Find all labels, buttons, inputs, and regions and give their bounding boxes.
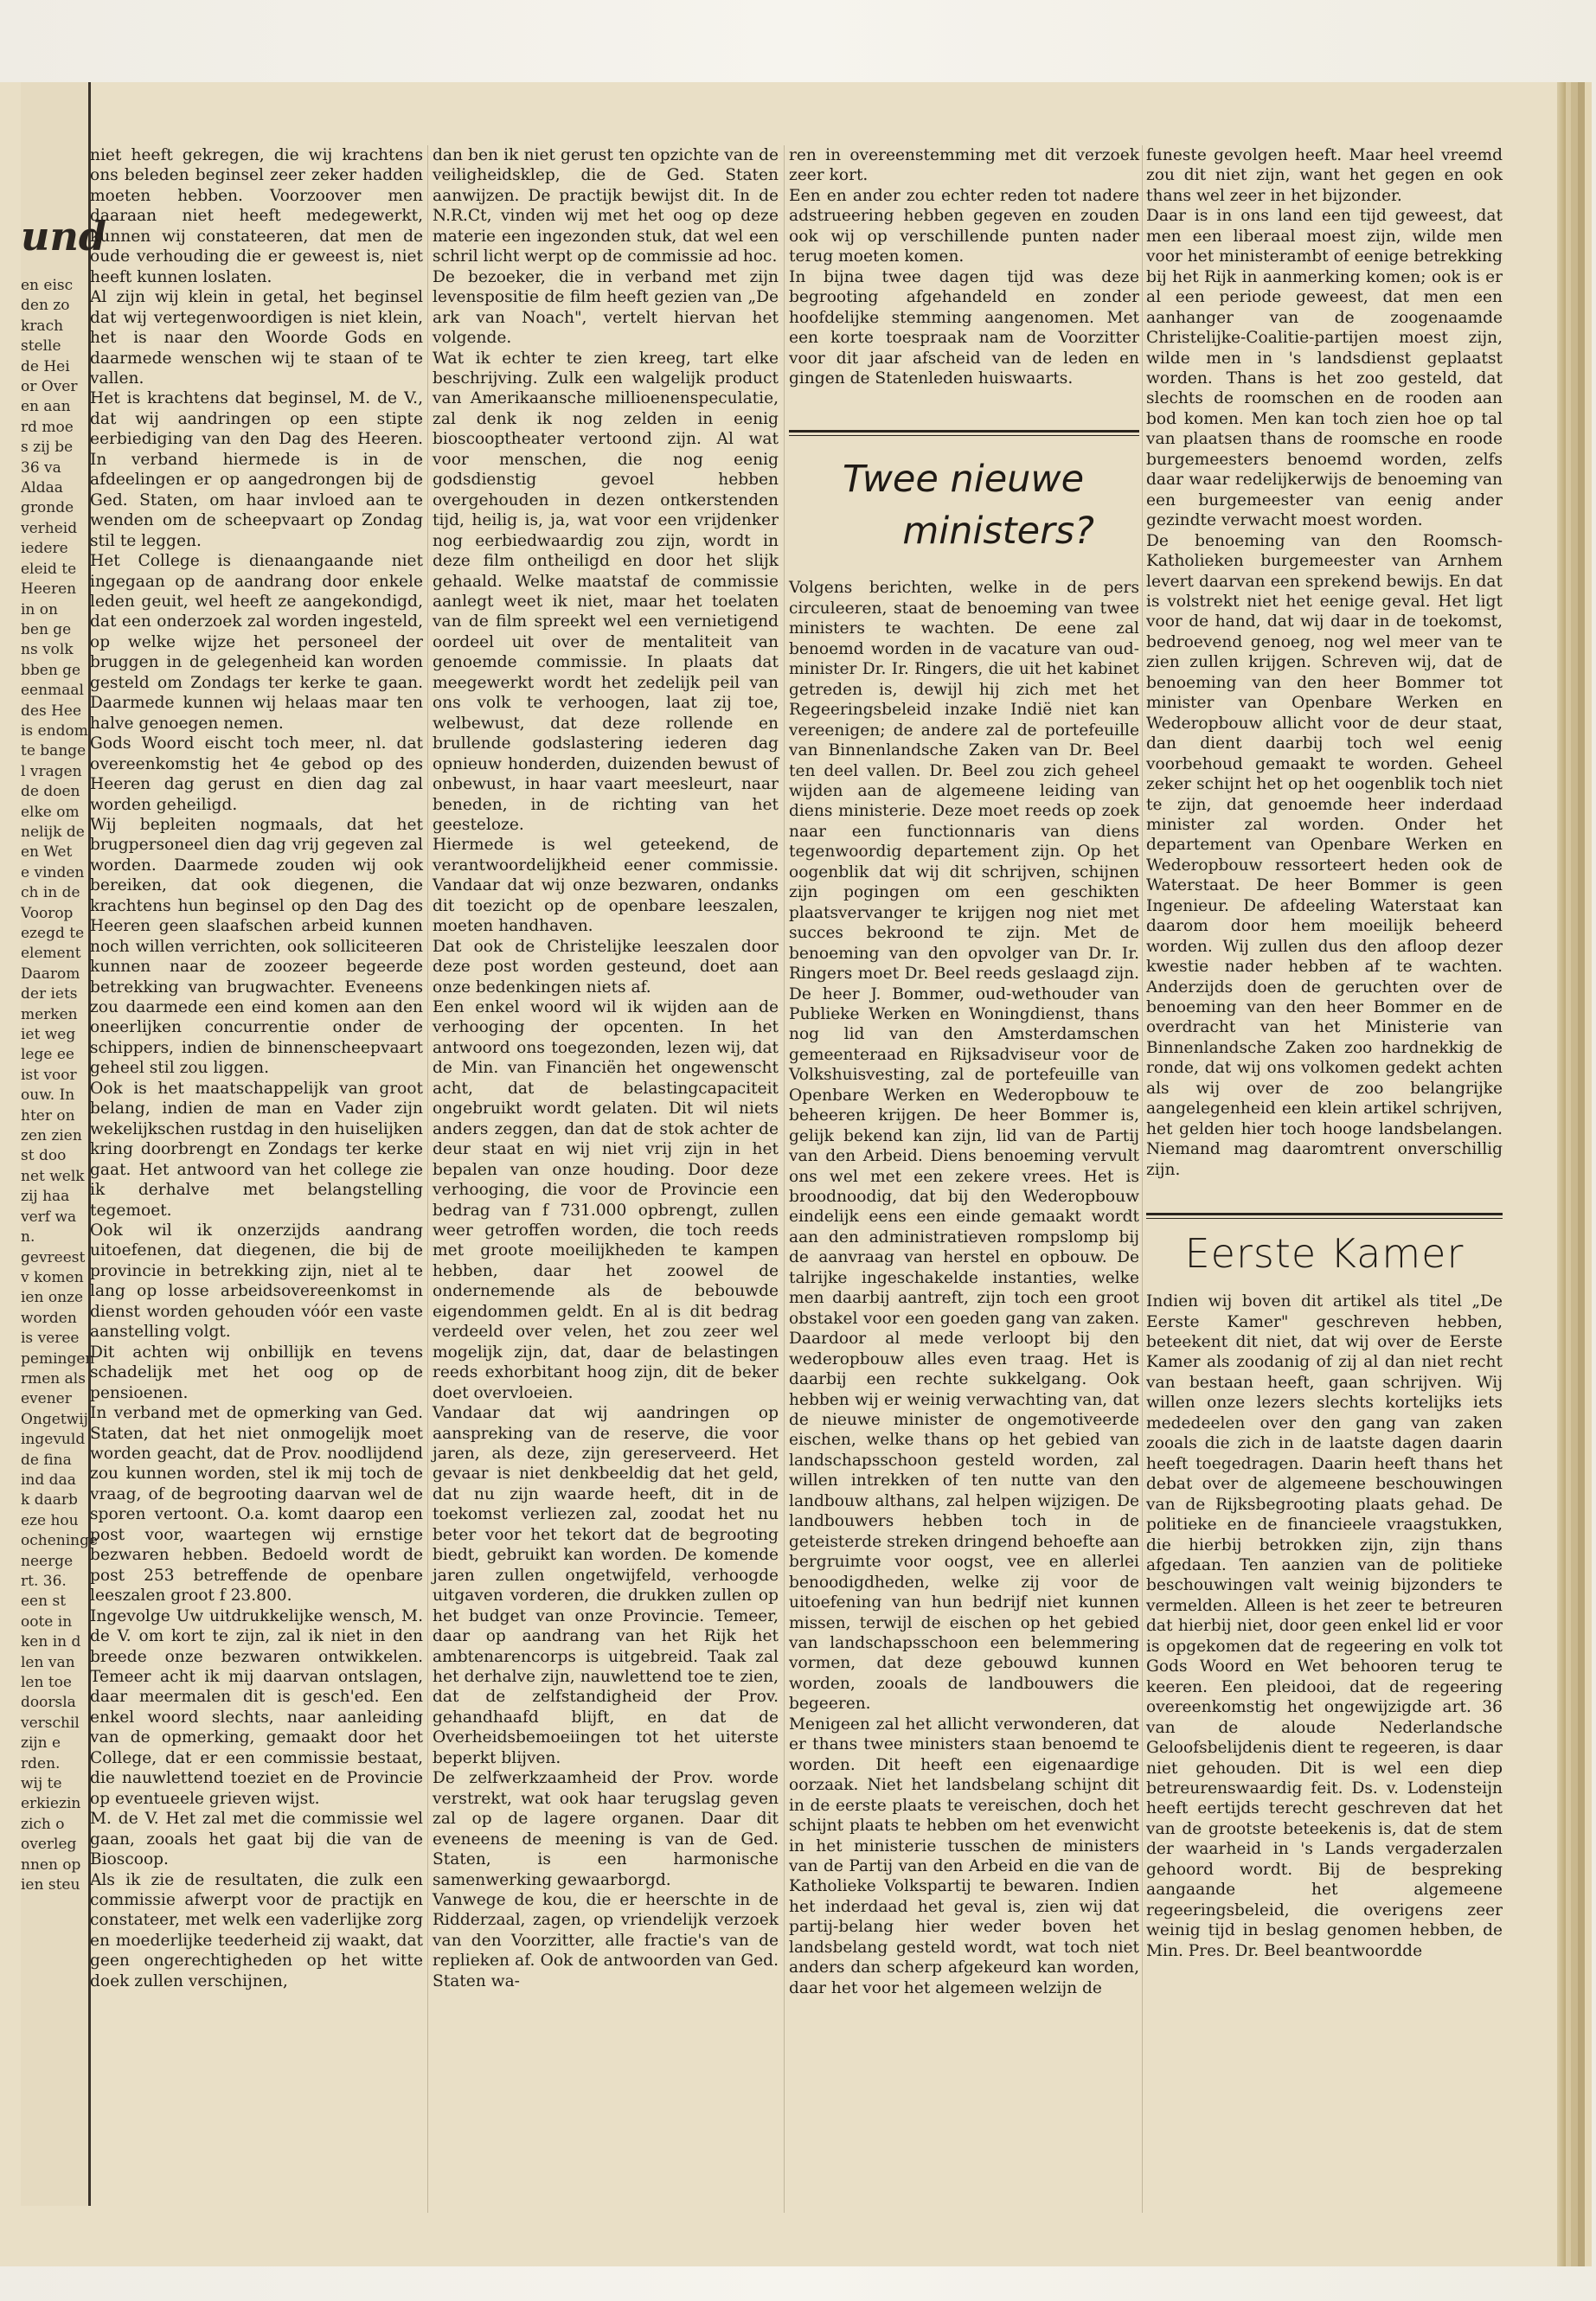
- previous-page-text-fragment: de Hei: [21, 357, 70, 375]
- previous-page-text-fragment: iet weg: [21, 1026, 76, 1044]
- previous-page-text-fragment: rmen als: [21, 1369, 86, 1388]
- headline-line-2: ministers?: [902, 510, 1094, 554]
- previous-page-text-fragment: krach: [21, 317, 64, 335]
- previous-page-text-fragment: eleid te: [21, 560, 77, 578]
- previous-page-text-fragment: bben ge: [21, 661, 81, 679]
- column-3: [789, 145, 1139, 1998]
- previous-page-text-fragment: s zij be: [21, 439, 74, 457]
- column-divider: [784, 145, 785, 2213]
- previous-page-text-fragment: evener: [21, 1390, 72, 1408]
- previous-page-text-fragment: rden.: [21, 1754, 61, 1772]
- previous-page-text-fragment: ch in de: [21, 884, 80, 902]
- previous-page-text-fragment: ind daa: [21, 1471, 76, 1489]
- previous-page-text-fragment: neerge: [21, 1552, 74, 1570]
- previous-page-text-fragment: nnen op: [21, 1856, 81, 1874]
- previous-page-text-fragment: Aldaa: [21, 479, 63, 497]
- column-divider: [427, 145, 428, 2213]
- previous-page-text-fragment: rd moe: [21, 418, 74, 436]
- previous-page-text-fragment: merken: [21, 1005, 78, 1023]
- paragraph: Ook wil ik onzerzijds aandrang uitoefenen, dat diegenen, die bij de provincie in betrekking zijn, niet al te lang op losse arbeidsovereenkomst in dienst worden gehouden vóór een vaste aanstelling volgt.: [90, 1221, 423, 1342]
- previous-page-text-fragment: ien steu: [21, 1876, 80, 1894]
- previous-page-text-fragment: eenmaal: [21, 682, 84, 700]
- paragraph: dan ben ik niet gerust ten opzichte van de veiligheidsklep, die de Ged. Staten aanwijzen. De practijk bewijst dit. In de N.R.Ct, vinden wij met het oog op deze materie een ingezonden stuk, dat wel een schril licht werpt op de commissie ad hoc.: [433, 146, 779, 266]
- previous-page-text-fragment: l vragen: [21, 762, 82, 780]
- section-rule: [789, 430, 1139, 436]
- previous-page-text-fragment: zich o: [21, 1815, 65, 1833]
- previous-page-text-fragment: ingevuld: [21, 1431, 86, 1449]
- column-divider: [1142, 145, 1143, 2213]
- paragraph: Vanwege de kou, die er heerschte in de Ridderzaal, zagen, op vriendelijk verzoek van den Voorzitter, alle fractie's van de replieken af. Ook de antwoorden van Ged. Staten wa-: [433, 1890, 779, 1990]
- previous-page-text-fragment: en Wet: [21, 843, 73, 862]
- previous-page-text-fragment: Daarom: [21, 965, 80, 983]
- paragraph: Daar is in ons land een tijd geweest, dat men een liberaal moest zijn, wilde men voor het ministerambt of eenige betrekking bij het Rijk in aanmerking komen; ook is er al een periode geweest, dat men een aanhanger van de zoogenaamde Christelijke-Coalitie-partijen moest zijn, wilde men in 's landsdienst geplaatst worden. Thans is het zoo gesteld, dat slechts de roomschen en de rooden aan bod komen. Men kan toch zien hoe op tal van plaatsen thans de roomsche en roode burgemeesters benoemd worden, zelfs daar waar redelijkerwijs de benoeming van een burgemeester van eenig ander gezindte verwacht moest worden.: [1146, 207, 1503, 530]
- previous-page-text-fragment: rt. 36.: [21, 1573, 67, 1590]
- previous-page-text-fragment: verf wa: [21, 1208, 77, 1226]
- previous-page-text-fragment: oote in: [21, 1612, 73, 1631]
- previous-page-text-fragment: ouw. In: [21, 1086, 75, 1105]
- previous-page-text-fragment: k daarb: [21, 1491, 78, 1509]
- previous-page-text-fragment: overleg: [21, 1836, 77, 1854]
- paragraph: Ook is het maatschappelijk van groot belang, indien de man en Vader zijn wekelijkschen rustdag in den huiselijken kring doorbrengt en Zondags ter kerke gaat. Het antwoord van het college zie ik derhalve met belangstelling tegemoet.: [90, 1079, 423, 1220]
- paragraph: ren in overeenstemming met dit verzoek zeer kort.: [789, 146, 1139, 185]
- paragraph: Een en ander zou echter reden tot nadere adstrueering hebben gegeven en zouden ook wij op verschillende punten nader terug moeten komen.: [789, 186, 1139, 266]
- previous-page-text-fragment: en aan: [21, 398, 71, 416]
- paragraph: Volgens berichten, welke in de pers circuleeren, staat de benoeming van twee ministers te wachten. De eene zal benoemd worden in de vacature van oud-minister Dr. Ir. Ringers, die uit het kabinet getreden is, dewijl hij zich met het Regeeringsbeleid inzake Indië niet kan vereenigen; de andere zal de portefeuille van Binnenlandsche Zaken van Dr. Beel ten deel vallen. Dr. Beel zou zich geheel wijden aan de algemeene leiding van diens ministerie. Deze moet reeds op zoek naar een functionnaris van diens tegenwoordig departement zijn. Op het oogenblik dat wij dit schrijven, schijnen zijn pogingen om een geschikten plaatsvervanger te krijgen nog niet met succes bekroond te zijn. Met de benoeming van den opvolger van Dr. Ir. Ringers moet Dr. Beel reeds geslaagd zijn. De heer J. Bommer, oud-wethouder van Publieke Werken en Woningdienst, thans nog lid van den Amsterdamschen gemeenteraad en Rijksadviseur voor de Volkshuisvesting, zal de portefeuille van Openbare Werken en Wederopbouw te beheeren krijgen. De heer Bommer is, gelijk bekend kan zijn, lid van de Partij van den Arbeid. Diens benoeming vervult ons wel met een zekere vrees. Het is broodnoodig, dat bij den Wederopbouw eindelijk eens een einde gemaakt wordt aan den administratieven rompslomp bij de aanvraag van herstel en opbouw. De talrijke ingeschakelde instanties, welke men daarbij aantreft, zijn toch een groot obstakel voor een goeden gang van zaken. Daardoor al mede verloopt bij den wederopbouw alles even traag. Het is daarbij een rechte sukkelgang. Ook hebben wij er weinig verwachting van, dat de nieuwe minister de ongemotiveerde eischen, welke thans op het gebied van landschapsschoon gesteld worden, zal willen intrekken of ten nutte van den landbouw althans, zal helpen wijzigen. De landbouwers hebben toch in de geteisterde streken dringend behoefte aan bergruimte voor oogst, vee en allerlei benoodigdheden, welke zij voor de uitoefening van hun bedrijf niet kunnen missen, terwijl de eischen op het gebied van landschapsschoon een belemmering vormen, dat deze gebouwd kunnen worden, zooals de landbouwers die begeeren.: [789, 579, 1139, 1714]
- headline-twee-nieuwe-ministers: [789, 453, 1139, 557]
- previous-page-text-fragment: 36 va: [21, 458, 61, 477]
- paragraph: Wij bepleiten nogmaals, dat het brugpersoneel dien dag vrij gegeven zal worden. Daarmede zouden wij ook bereiken, dat ook diegenen, die krachtens hun beginsel op den Dag des Heeren geen slaafschen arbeid kunnen noch willen verrichten, ook solliciteeren kunnen naar de zoozeer begeerde betrekking van brugwachter. Eveneens zou daarmede een eind komen aan den oneerlijken concurrentie onder de schippers, indien de binnenscheepvaart geheel stil zou liggen.: [90, 815, 423, 1078]
- previous-page-text-fragment: wij te: [21, 1775, 62, 1793]
- paragraph: funeste gevolgen heeft. Maar heel vreemd zou dit niet zijn, want het gegen en ook thans wel zeer in het bijzonder.: [1146, 146, 1503, 205]
- previous-page-text-fragment: iedere: [21, 540, 68, 558]
- column-1: [90, 145, 423, 1991]
- previous-page-text-fragment: de fina: [21, 1451, 72, 1469]
- previous-page-text-fragment: de doen: [21, 783, 80, 801]
- previous-page-text-fragment: den zo: [21, 297, 70, 315]
- paragraph: niet heeft gekregen, die wij krachtens ons beleden beginsel zeer zeker hadden moeten hebben. Voorzoover men daaraan niet heeft medegewerkt, kunnen wij constateeren, dat men de oude verhouding die er geweest is, niet heeft kunnen loslaten.: [90, 146, 423, 286]
- column-4: [1146, 145, 1503, 1961]
- paragraph: M. de V. Het zal met die commissie wel gaan, zooals het gaat bij die van de Bioscoop.: [90, 1810, 423, 1869]
- previous-page-text-fragment: verheid: [21, 519, 78, 537]
- previous-page-text-fragment: ist voor: [21, 1066, 77, 1084]
- paragraph: In verband met de opmerking van Ged. Staten, dat het niet onmogelijk moet worden geacht, dat de Prov. noodlijdend zou kunnen worden, stel ik mij toch de vraag, of de begrooting daarvan wel de sporen vertoont. O.a. komt daarop een post voor, waartegen wij ernstige bezwaren hebben. Bedoeld wordt de post 253 betreffende de openbare leeszalen groot f 23.800.: [90, 1404, 423, 1606]
- previous-page-text-fragment: in on: [21, 600, 58, 619]
- previous-page-text-fragment: ezegd te: [21, 925, 85, 942]
- previous-page-text-fragment: pemingen: [21, 1349, 95, 1368]
- paragraph: Vandaar dat wij aandringen op aanspreking van de reserve, die voor jaren, als deze, zijn gereserveerd. Het gevaar is niet denkbeeldig dat het geld, dat nu zijn waarde heeft, dit in de toekomst verliezen zal, zoodat het nu beter voor het tekort dat de begrooting biedt, gebruikt kan worden. De komende jaren zullen ongetwijfeld, verhoogde uitgaven vorderen, die drukken zullen op het budget van onze Provincie. Temeer, daar op aandrang van het Rijk het ambtenarencorps is uitgebreid. Taak zal het derhalve zijn, nauwlettend toe te zien, dat de zelfstandigheid der Prov. gehandhaafd blijft, en dat de Overheidsbemoeiingen tot het uiterste beperkt blijven.: [433, 1404, 779, 1767]
- previous-page-text-fragment: te bange: [21, 742, 87, 760]
- previous-page-text-fragment: verschil: [21, 1714, 80, 1732]
- paragraph: De benoeming van den Roomsch-Katholieken burgemeester van Arnhem levert daarvan een sprekend bewijs. En dat is volstrekt niet het eenige geval. Het ligt voor de hand, dat wij daar in de toekomst, bedroevend genoeg, nog wel meer van te zien zullen krijgen. Schreven wij, dat de benoeming van den heer Bommer tot minister van Openbare Werken en Wederopbouw allicht voor de deur staat, dan dient daarbij toch wel eenig voorbehoud gemaakt te worden. Geheel zeker schijnt het op het oogenblik toch niet te zijn, dat genoemde heer inderdaad minister zal worden. Onder het departement van Openbare Werken en Wederopbouw ressorteert heden ook de Waterstaat. De heer Bommer is geen Ingenieur. De afdeeling Waterstaat kan daarom door hem moeilijk beheerd worden. Wij zullen dus den afloop dezer kwestie nader hebben af te wachten. Anderzijds doen de geruchten over de benoeming van den heer Bommer en de overdracht van het Ministerie van Binnenlandsche Zaken zoo hardnekkig de ronde, dat wij ons volkomen gedekt achten als wij over de zoo belangrijke aangelegenheid een klein artikel schrijven, het gelden hier toch hooge landsbelangen. Niemand mag daaromtrent onverschillig zijn.: [1146, 531, 1503, 1179]
- previous-page-text-fragment: v komen: [21, 1268, 84, 1286]
- previous-page-text-fragment: nelijk de: [21, 823, 85, 841]
- paragraph: Dat ook de Christelijke leeszalen door deze post worden gesteund, doet aan onze bedenkingen niets af.: [433, 937, 779, 997]
- previous-page-text-fragment: Ongetwij: [21, 1410, 88, 1428]
- paragraph: Een enkel woord wil ik wijden aan de verhooging der opcenten. In het antwoord ons toegezonden, lezen wij, dat de Min. van Financiën het ongewenscht acht, dat de belastingcapaciteit ongebruikt wordt gelaten. Dit wil niets anders zeggen, dan dat de stok achter de deur staat en wij niet vrij zijn in het bepalen van onze houding. Door deze verhooging, die voor de Provincie een bedrag van f 731.000 opbrengt, zullen weer getroffen worden, die toch reeds met groote moeilijkheden te kampen hebben, daar het zoowel de ondernemende als de bebouwde eigendommen geldt. En al is dit bedrag verdeeld over velen, het zou zeer wel mogelijk zijn, dat, daar de belastingen reeds exhorbitant hoog zijn, dit de beker doet overvloeien.: [433, 998, 779, 1402]
- previous-page-text-fragment: ocheninge: [21, 1532, 99, 1550]
- paragraph: Ingevolge Uw uitdrukkelijke wensch, M. de V. om kort te zijn, zal ik niet in den breede onze bezwaren ontwikkelen. Temeer acht ik mij daarvan ontslagen, daar meermalen dit is gesch'ed. Een enkel woord slechts, naar aanleiding van de opmerking, gemaakt door het College, dat er een commissie bestaat, die nauwlettend toeziet en de Provincie op eventueele grieven wijst.: [90, 1606, 423, 1808]
- paragraph: Het College is dienaangaande niet ingegaan op de aandrang door enkele leden geuit, wel heeft ze aangekondigd, dat een onderzoek zal worden ingesteld, op welke wijze het personeel der bruggen in de gelegenheid kan worden gesteld om Zondags ter kerke te gaan. Daarmede kunnen wij helaas maar ten halve genoegen nemen.: [90, 552, 423, 733]
- previous-page-text-fragment: der iets: [21, 985, 78, 1003]
- paragraph: Gods Woord eischt toch meer, nl. dat overeenkomstig het 4e gebod op des Heeren dag gerust en dien dag zal worden geheiligd.: [90, 734, 423, 814]
- previous-page-text-fragment: zen zien: [21, 1127, 82, 1145]
- previous-page-heading-fragment: und: [21, 213, 107, 260]
- previous-page-text-fragment: worden: [21, 1309, 77, 1327]
- paragraph: In bijna twee dagen tijd was deze begrooting afgehandeld en zonder hoofdelijke stemming aangenomen. Met een korte toespraak nam de Voorzitter voor dit jaar afscheid van de leden en gingen de Statenleden huiswaarts.: [789, 267, 1139, 388]
- paragraph: Het is krachtens dat beginsel, M. de V., dat wij aandringen op een stipte eerbiediging van den Dag des Heeren. In verband hiermede is in de afdeelingen er op aangedrongen bij de Ged. Staten, om haar invloed aan te wenden om de scheepvaart op Zondag stil te leggen.: [90, 389, 423, 550]
- previous-page-text-fragment: element: [21, 945, 81, 963]
- previous-page-text-fragment: is endom: [21, 721, 88, 740]
- previous-page-text-fragment: ken in d: [21, 1633, 81, 1651]
- paragraph: Menigeen zal het allicht verwonderen, dat er thans twee ministers staan benoemd te worden. Dit heeft een eigenaardige oorzaak. Niet het landsbelang schijnt dit in de eerste plaats te vereischen, doch het schijnt plaats te hebben om het evenwicht in het ministerie tusschen de ministers van de Partij van den Arbeid en die van de Katholieke Volkspartij te bewaren. Indien het inderdaad het geval is, zien wij dat partij-belang hier weder boven het landsbelang gesteld wordt, wat toch niet anders dan scherp afgekeurd kan worden, daar het voor het algemeen welzijn de: [789, 1715, 1139, 1997]
- paragraph: Hiermede is wel geteekend, de verantwoordelijkheid eener commissie. Vandaar dat wij onze bezwaren, ondanks dit toezicht op de openbare leeszalen, moeten handhaven.: [433, 836, 779, 936]
- previous-page-text-fragment: Heeren: [21, 580, 77, 599]
- previous-page-text-fragment: zij haa: [21, 1188, 70, 1206]
- previous-page-text-fragment: n.: [21, 1228, 35, 1247]
- previous-page-text-fragment: hter on: [21, 1106, 75, 1125]
- previous-page-text-fragment: e vinden: [21, 863, 85, 881]
- previous-page-text-fragment: en eisc: [21, 277, 74, 294]
- headline-line-1: Twee nieuwe: [843, 458, 1085, 502]
- previous-page-text-fragment: Voorop: [21, 904, 74, 922]
- previous-page-text-fragment: or Over: [21, 378, 78, 396]
- previous-page-text-fragment: eze hou: [21, 1511, 79, 1529]
- previous-page-text-fragment: len van: [21, 1653, 75, 1671]
- previous-page-text-fragment: ben ge: [21, 620, 72, 638]
- column-2: [433, 145, 779, 1991]
- previous-page-text-fragment: len toe: [21, 1674, 72, 1692]
- paragraph: De bezoeker, die in verband met zijn levenspositie de film heeft gezien van „De ark van Noach", vertelt hiervan het volgende.: [433, 267, 779, 348]
- paragraph: Dit achten wij onbillijk en tevens schadelijk met het oog op de pensioenen.: [90, 1343, 423, 1402]
- paragraph: Als ik zie de resultaten, die zulk een commissie afwerpt voor de practijk en constateer, met welk een vaderlijke zorg en moederlijke teederheid zij waakt, dat geen ongerechtigheden op het witte doek zullen verschijnen,: [90, 1870, 423, 1990]
- previous-page-text-fragment: erkiezin: [21, 1795, 81, 1813]
- paragraph: Wat ik echter te zien kreeg, tart elke beschrijving. Zulk een walgelijk product van Amerikaansche millioenenspeculatie, zal denk ik nog zelden in eenig bioscooptheater vertoond zijn. Al wat voor menschen, die nog eenig godsdienstig gevoel hebben overgehouden in dezen ontkerstenden tijd, heilig is, ja, wat voor een vrijdenker nog eerbiedwaardig zou zijn, wordt in deze film ontheiligd en door het slijk gehaald. Welke maatstaf de commissie aanlegt weet ik niet, maar het toelaten van de film spreekt wel een vernietigend oordeel uit over de mentaliteit van genoemde commissie. In plaats dat meegewerkt wordt het zedelijk peil van ons volk te verhoogen, laat zij toe, welbewust, dat deze rollende en brullende godslastering iederen dag opnieuw honderden, duizenden bewust of onbewust, in haar vaart meesleurt, naar beneden, in de richting van het geesteloze.: [433, 349, 779, 834]
- previous-page-text-fragment: gevreest: [21, 1248, 86, 1266]
- previous-page-text-fragment: ns volk: [21, 641, 74, 659]
- paragraph: De zelfwerkzaamheid der Prov. worde verstrekt, wat ook haar terugslag geven zal op de lagere organen. Daar dit eveneens de meening is van de Ged. Staten, is een harmonische samenwerking gewaarborgd.: [433, 1769, 779, 1889]
- previous-page-text-fragment: doorsla: [21, 1694, 76, 1712]
- previous-page-text-fragment: zijn e: [21, 1734, 61, 1753]
- previous-page-text-fragment: st doo: [21, 1147, 67, 1165]
- headline-eerste-kamer: Eerste Kamer: [1184, 1230, 1465, 1278]
- previous-page-text-fragment: net welk: [21, 1167, 85, 1185]
- previous-page-text-fragment: elke om: [21, 803, 80, 821]
- previous-page-text-fragment: stelle: [21, 337, 61, 356]
- previous-page-text-fragment: des Hee: [21, 702, 82, 720]
- paragraph: Al zijn wij klein in getal, het beginsel dat wij vertegenwoordigen is niet klein, het is naar den Woorde Gods en daarmede wenschen wij te staan of te vallen.: [90, 288, 423, 388]
- previous-page-text-fragment: ien onze: [21, 1289, 84, 1307]
- previous-page-text-fragment: een st: [21, 1593, 67, 1611]
- previous-page-text-fragment: is veree: [21, 1330, 80, 1348]
- section-rule: [1146, 1213, 1503, 1219]
- paragraph: Indien wij boven dit artikel als titel „De Eerste Kamer" geschreven hebben, beteekent dit niet, dat wij over de Eerste Kamer als zoodanig of zij al dan niet recht van bestaan heeft, gaan schrijven. Wij willen onze lezers slechts kortelijks iets mededeelen over den gang van zaken zooals die zich in de laatste dagen daarin heeft toegedragen. Daarin heeft thans het debat over de algemeene beschouwingen van de Rijksbegrooting plaats gehad. De politieke en de financieele vraagstukken, die hierbij betrokken zijn, zijn thans afgedaan. Ten aanzien van de politieke beschouwingen valt weinig bijzonders te vermelden. Alleen is het zeer te betreuren dat hierbij niet, door geen enkel lid er voor is opgekomen dat de regeering en volk tot Gods Woord en Wet behooren terug te keeren. Een pleidooi, dat de regeering overeenkomstig het ongewijzigde art. 36 van de aloude Nederlandsche Geloofsbelijdenis dient te regeeren, is daar niet gehouden. Dit is wel een diep betreurenswaardig feit. Ds. v. Lodensteijn heeft eertijds terecht geschreven dat het van de grootste beteekenis is, dat de stem der waarheid in 's Lands vergaderzalen gehoord wordt. Bij de bespreking aangaande het algemeene regeeringsbeleid, die overigens zeer weinig tijd in beslag genomen hebben, de Min. Pres. Dr. Beel beantwoordde: [1146, 1292, 1503, 1960]
- previous-page-text-fragment: lege ee: [21, 1046, 74, 1064]
- previous-page-edge: [21, 82, 107, 2206]
- previous-page-text-fragment: gronde: [21, 499, 74, 517]
